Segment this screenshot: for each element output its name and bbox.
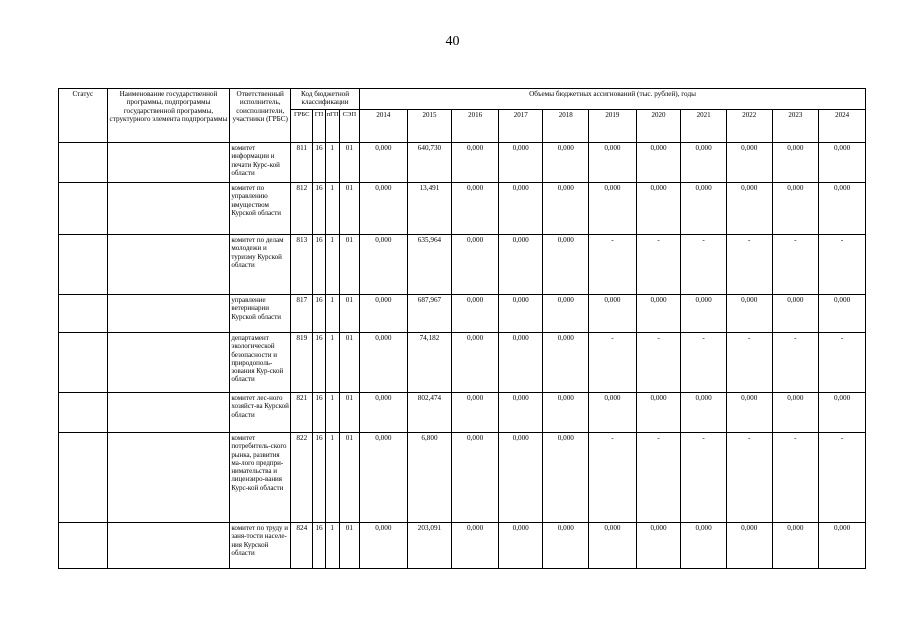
header-volumes: Объемы бюджетных ассигнований (тыс. рублей), годы bbox=[360, 89, 866, 110]
executor-cell: комитет потребитель-ского рынка, развития ма-лого предпри-нимательства и лицензиро-вания Курс-кой области bbox=[230, 433, 291, 523]
gp-code-cell: 16 bbox=[313, 433, 325, 523]
status-cell bbox=[59, 235, 108, 295]
grbs-code-cell: 821 bbox=[291, 393, 313, 433]
value-cell: 13,491 bbox=[407, 183, 452, 235]
program-name-cell bbox=[107, 333, 230, 393]
value-cell: 0,000 bbox=[543, 393, 589, 433]
header-year: 2021 bbox=[681, 110, 727, 143]
value-cell: 0,000 bbox=[772, 523, 819, 569]
program-name-cell bbox=[107, 523, 230, 569]
value-cell: 0,000 bbox=[360, 235, 408, 295]
executor-cell: комитет информации и печати Курс-кой области bbox=[230, 143, 291, 183]
value-cell: 0,000 bbox=[772, 143, 819, 183]
grbs-code-cell: 824 bbox=[291, 523, 313, 569]
header-year: 2024 bbox=[819, 110, 866, 143]
value-cell: - bbox=[636, 433, 681, 523]
value-cell: 0,000 bbox=[589, 523, 637, 569]
executor-cell: комитет по труду и заня-тости населе-ния Курской области bbox=[230, 523, 291, 569]
value-cell: 0,000 bbox=[498, 183, 543, 235]
value-cell: 0,000 bbox=[452, 393, 499, 433]
value-cell: 0,000 bbox=[360, 393, 408, 433]
status-cell bbox=[59, 333, 108, 393]
value-cell: 0,000 bbox=[726, 393, 772, 433]
value-cell: 0,000 bbox=[543, 235, 589, 295]
value-cell: 640,730 bbox=[407, 143, 452, 183]
status-cell bbox=[59, 393, 108, 433]
value-cell: 0,000 bbox=[498, 523, 543, 569]
value-cell: 0,000 bbox=[498, 143, 543, 183]
value-cell: 0,000 bbox=[452, 183, 499, 235]
value-cell: 0,000 bbox=[543, 433, 589, 523]
grbs-code-cell: 813 bbox=[291, 235, 313, 295]
value-cell: - bbox=[819, 333, 866, 393]
status-cell bbox=[59, 295, 108, 333]
status-cell bbox=[59, 143, 108, 183]
value-cell: 0,000 bbox=[452, 235, 499, 295]
value-cell: 0,000 bbox=[819, 143, 866, 183]
value-cell: 74,182 bbox=[407, 333, 452, 393]
value-cell: 0,000 bbox=[726, 143, 772, 183]
value-cell: 0,000 bbox=[589, 143, 637, 183]
sep-code-cell: 01 bbox=[339, 433, 359, 523]
header-code-pgp: пГП bbox=[325, 110, 339, 143]
value-cell: 0,000 bbox=[589, 393, 637, 433]
budget-allocation-table bbox=[58, 88, 866, 569]
pgp-code-cell: 1 bbox=[325, 295, 339, 333]
value-cell: 0,000 bbox=[819, 393, 866, 433]
table-row bbox=[59, 183, 866, 235]
program-name-cell bbox=[107, 433, 230, 523]
value-cell: 0,000 bbox=[452, 295, 499, 333]
header-year: 2020 bbox=[636, 110, 681, 143]
header-year: 2016 bbox=[452, 110, 499, 143]
value-cell: 203,091 bbox=[407, 523, 452, 569]
gp-code-cell: 16 bbox=[313, 143, 325, 183]
value-cell: 0,000 bbox=[360, 143, 408, 183]
value-cell: 0,000 bbox=[726, 295, 772, 333]
sep-code-cell: 01 bbox=[339, 143, 359, 183]
value-cell: - bbox=[681, 235, 727, 295]
gp-code-cell: 16 bbox=[313, 295, 325, 333]
value-cell: 802,474 bbox=[407, 393, 452, 433]
header-year: 2023 bbox=[772, 110, 819, 143]
program-name-cell bbox=[107, 235, 230, 295]
value-cell: 0,000 bbox=[498, 295, 543, 333]
header-year: 2015 bbox=[407, 110, 452, 143]
executor-cell: комитет по делам молодежи и туризму Курской области bbox=[230, 235, 291, 295]
value-cell: 0,000 bbox=[498, 235, 543, 295]
pgp-code-cell: 1 bbox=[325, 523, 339, 569]
value-cell: 0,000 bbox=[636, 143, 681, 183]
value-cell: 0,000 bbox=[360, 333, 408, 393]
value-cell: - bbox=[726, 333, 772, 393]
value-cell: 0,000 bbox=[543, 523, 589, 569]
status-cell bbox=[59, 523, 108, 569]
value-cell: - bbox=[636, 235, 681, 295]
value-cell: 0,000 bbox=[360, 295, 408, 333]
value-cell: 0,000 bbox=[636, 393, 681, 433]
pgp-code-cell: 1 bbox=[325, 333, 339, 393]
header-program-name: Наименование государственной программы, подпрограммы государственной программы, структурного элемента подпрограммы bbox=[107, 89, 230, 143]
header-year: 2018 bbox=[543, 110, 589, 143]
value-cell: 0,000 bbox=[543, 143, 589, 183]
grbs-code-cell: 822 bbox=[291, 433, 313, 523]
value-cell: - bbox=[589, 433, 637, 523]
value-cell: 0,000 bbox=[681, 523, 727, 569]
value-cell: 635,964 bbox=[407, 235, 452, 295]
table-row bbox=[59, 295, 866, 333]
header-year: 2017 bbox=[498, 110, 543, 143]
table-row bbox=[59, 393, 866, 433]
page-number: 40 bbox=[445, 34, 460, 49]
value-cell: - bbox=[681, 433, 727, 523]
value-cell: 0,000 bbox=[360, 183, 408, 235]
value-cell: - bbox=[589, 235, 637, 295]
value-cell: 0,000 bbox=[498, 433, 543, 523]
value-cell: 0,000 bbox=[636, 183, 681, 235]
sep-code-cell: 01 bbox=[339, 295, 359, 333]
grbs-code-cell: 812 bbox=[291, 183, 313, 235]
header-code-grbs: ГРБС bbox=[291, 110, 313, 143]
gp-code-cell: 16 bbox=[313, 235, 325, 295]
program-name-cell bbox=[107, 143, 230, 183]
value-cell: - bbox=[681, 333, 727, 393]
pgp-code-cell: 1 bbox=[325, 143, 339, 183]
header-code-sep: СЭП bbox=[339, 110, 359, 143]
value-cell: 0,000 bbox=[360, 433, 408, 523]
header-row-top bbox=[59, 89, 866, 110]
program-name-cell bbox=[107, 393, 230, 433]
sep-code-cell: 01 bbox=[339, 235, 359, 295]
status-cell bbox=[59, 183, 108, 235]
value-cell: 687,967 bbox=[407, 295, 452, 333]
executor-cell: департамент экологической безопасности и природополь-зования Кур-ской области bbox=[230, 333, 291, 393]
pgp-code-cell: 1 bbox=[325, 393, 339, 433]
grbs-code-cell: 819 bbox=[291, 333, 313, 393]
value-cell: 0,000 bbox=[819, 523, 866, 569]
value-cell: 0,000 bbox=[726, 523, 772, 569]
value-cell: 0,000 bbox=[589, 295, 637, 333]
gp-code-cell: 16 bbox=[313, 393, 325, 433]
value-cell: - bbox=[772, 433, 819, 523]
value-cell: 0,000 bbox=[819, 295, 866, 333]
value-cell: 0,000 bbox=[543, 333, 589, 393]
pgp-code-cell: 1 bbox=[325, 235, 339, 295]
header-year: 2014 bbox=[360, 110, 408, 143]
sep-code-cell: 01 bbox=[339, 333, 359, 393]
value-cell: 0,000 bbox=[452, 433, 499, 523]
status-cell bbox=[59, 433, 108, 523]
value-cell: 0,000 bbox=[498, 333, 543, 393]
header-code-gp: ГП bbox=[313, 110, 325, 143]
table-row bbox=[59, 433, 866, 523]
value-cell: 0,000 bbox=[360, 523, 408, 569]
value-cell: 0,000 bbox=[681, 183, 727, 235]
table-row bbox=[59, 235, 866, 295]
value-cell: 0,000 bbox=[772, 393, 819, 433]
value-cell: 0,000 bbox=[681, 295, 727, 333]
sep-code-cell: 01 bbox=[339, 183, 359, 235]
header-executor: Ответственный исполнитель, соисполнители, участники (ГРБС) bbox=[230, 89, 291, 143]
table-body bbox=[59, 143, 866, 569]
value-cell: 6,800 bbox=[407, 433, 452, 523]
value-cell: 0,000 bbox=[819, 183, 866, 235]
value-cell: - bbox=[636, 333, 681, 393]
table-row bbox=[59, 143, 866, 183]
value-cell: - bbox=[772, 333, 819, 393]
executor-cell: управление ветеринарии Курской области bbox=[230, 295, 291, 333]
value-cell: - bbox=[726, 235, 772, 295]
executor-cell: комитет лес-ного хозяйст-ва Курской области bbox=[230, 393, 291, 433]
value-cell: 0,000 bbox=[681, 393, 727, 433]
grbs-code-cell: 817 bbox=[291, 295, 313, 333]
header-year: 2022 bbox=[726, 110, 772, 143]
value-cell: 0,000 bbox=[452, 143, 499, 183]
value-cell: 0,000 bbox=[543, 183, 589, 235]
program-name-cell bbox=[107, 183, 230, 235]
value-cell: 0,000 bbox=[452, 523, 499, 569]
gp-code-cell: 16 bbox=[313, 523, 325, 569]
gp-code-cell: 16 bbox=[313, 333, 325, 393]
table-row bbox=[59, 523, 866, 569]
value-cell: 0,000 bbox=[772, 183, 819, 235]
header-budget-code: Код бюджетной классификации bbox=[291, 89, 360, 110]
gp-code-cell: 16 bbox=[313, 183, 325, 235]
value-cell: 0,000 bbox=[681, 143, 727, 183]
pgp-code-cell: 1 bbox=[325, 183, 339, 235]
value-cell: - bbox=[726, 433, 772, 523]
value-cell: 0,000 bbox=[636, 295, 681, 333]
value-cell: - bbox=[772, 235, 819, 295]
value-cell: - bbox=[819, 235, 866, 295]
value-cell: 0,000 bbox=[636, 523, 681, 569]
value-cell: 0,000 bbox=[452, 333, 499, 393]
value-cell: 0,000 bbox=[772, 295, 819, 333]
sep-code-cell: 01 bbox=[339, 523, 359, 569]
header-status: Статус bbox=[59, 89, 108, 143]
grbs-code-cell: 811 bbox=[291, 143, 313, 183]
value-cell: - bbox=[819, 433, 866, 523]
value-cell: 0,000 bbox=[726, 183, 772, 235]
table-row bbox=[59, 333, 866, 393]
executor-cell: комитет по управлению имуществом Курской области bbox=[230, 183, 291, 235]
value-cell: 0,000 bbox=[498, 393, 543, 433]
value-cell: 0,000 bbox=[543, 295, 589, 333]
sep-code-cell: 01 bbox=[339, 393, 359, 433]
pgp-code-cell: 1 bbox=[325, 433, 339, 523]
program-name-cell bbox=[107, 295, 230, 333]
value-cell: - bbox=[589, 333, 637, 393]
value-cell: 0,000 bbox=[589, 183, 637, 235]
header-year: 2019 bbox=[589, 110, 637, 143]
